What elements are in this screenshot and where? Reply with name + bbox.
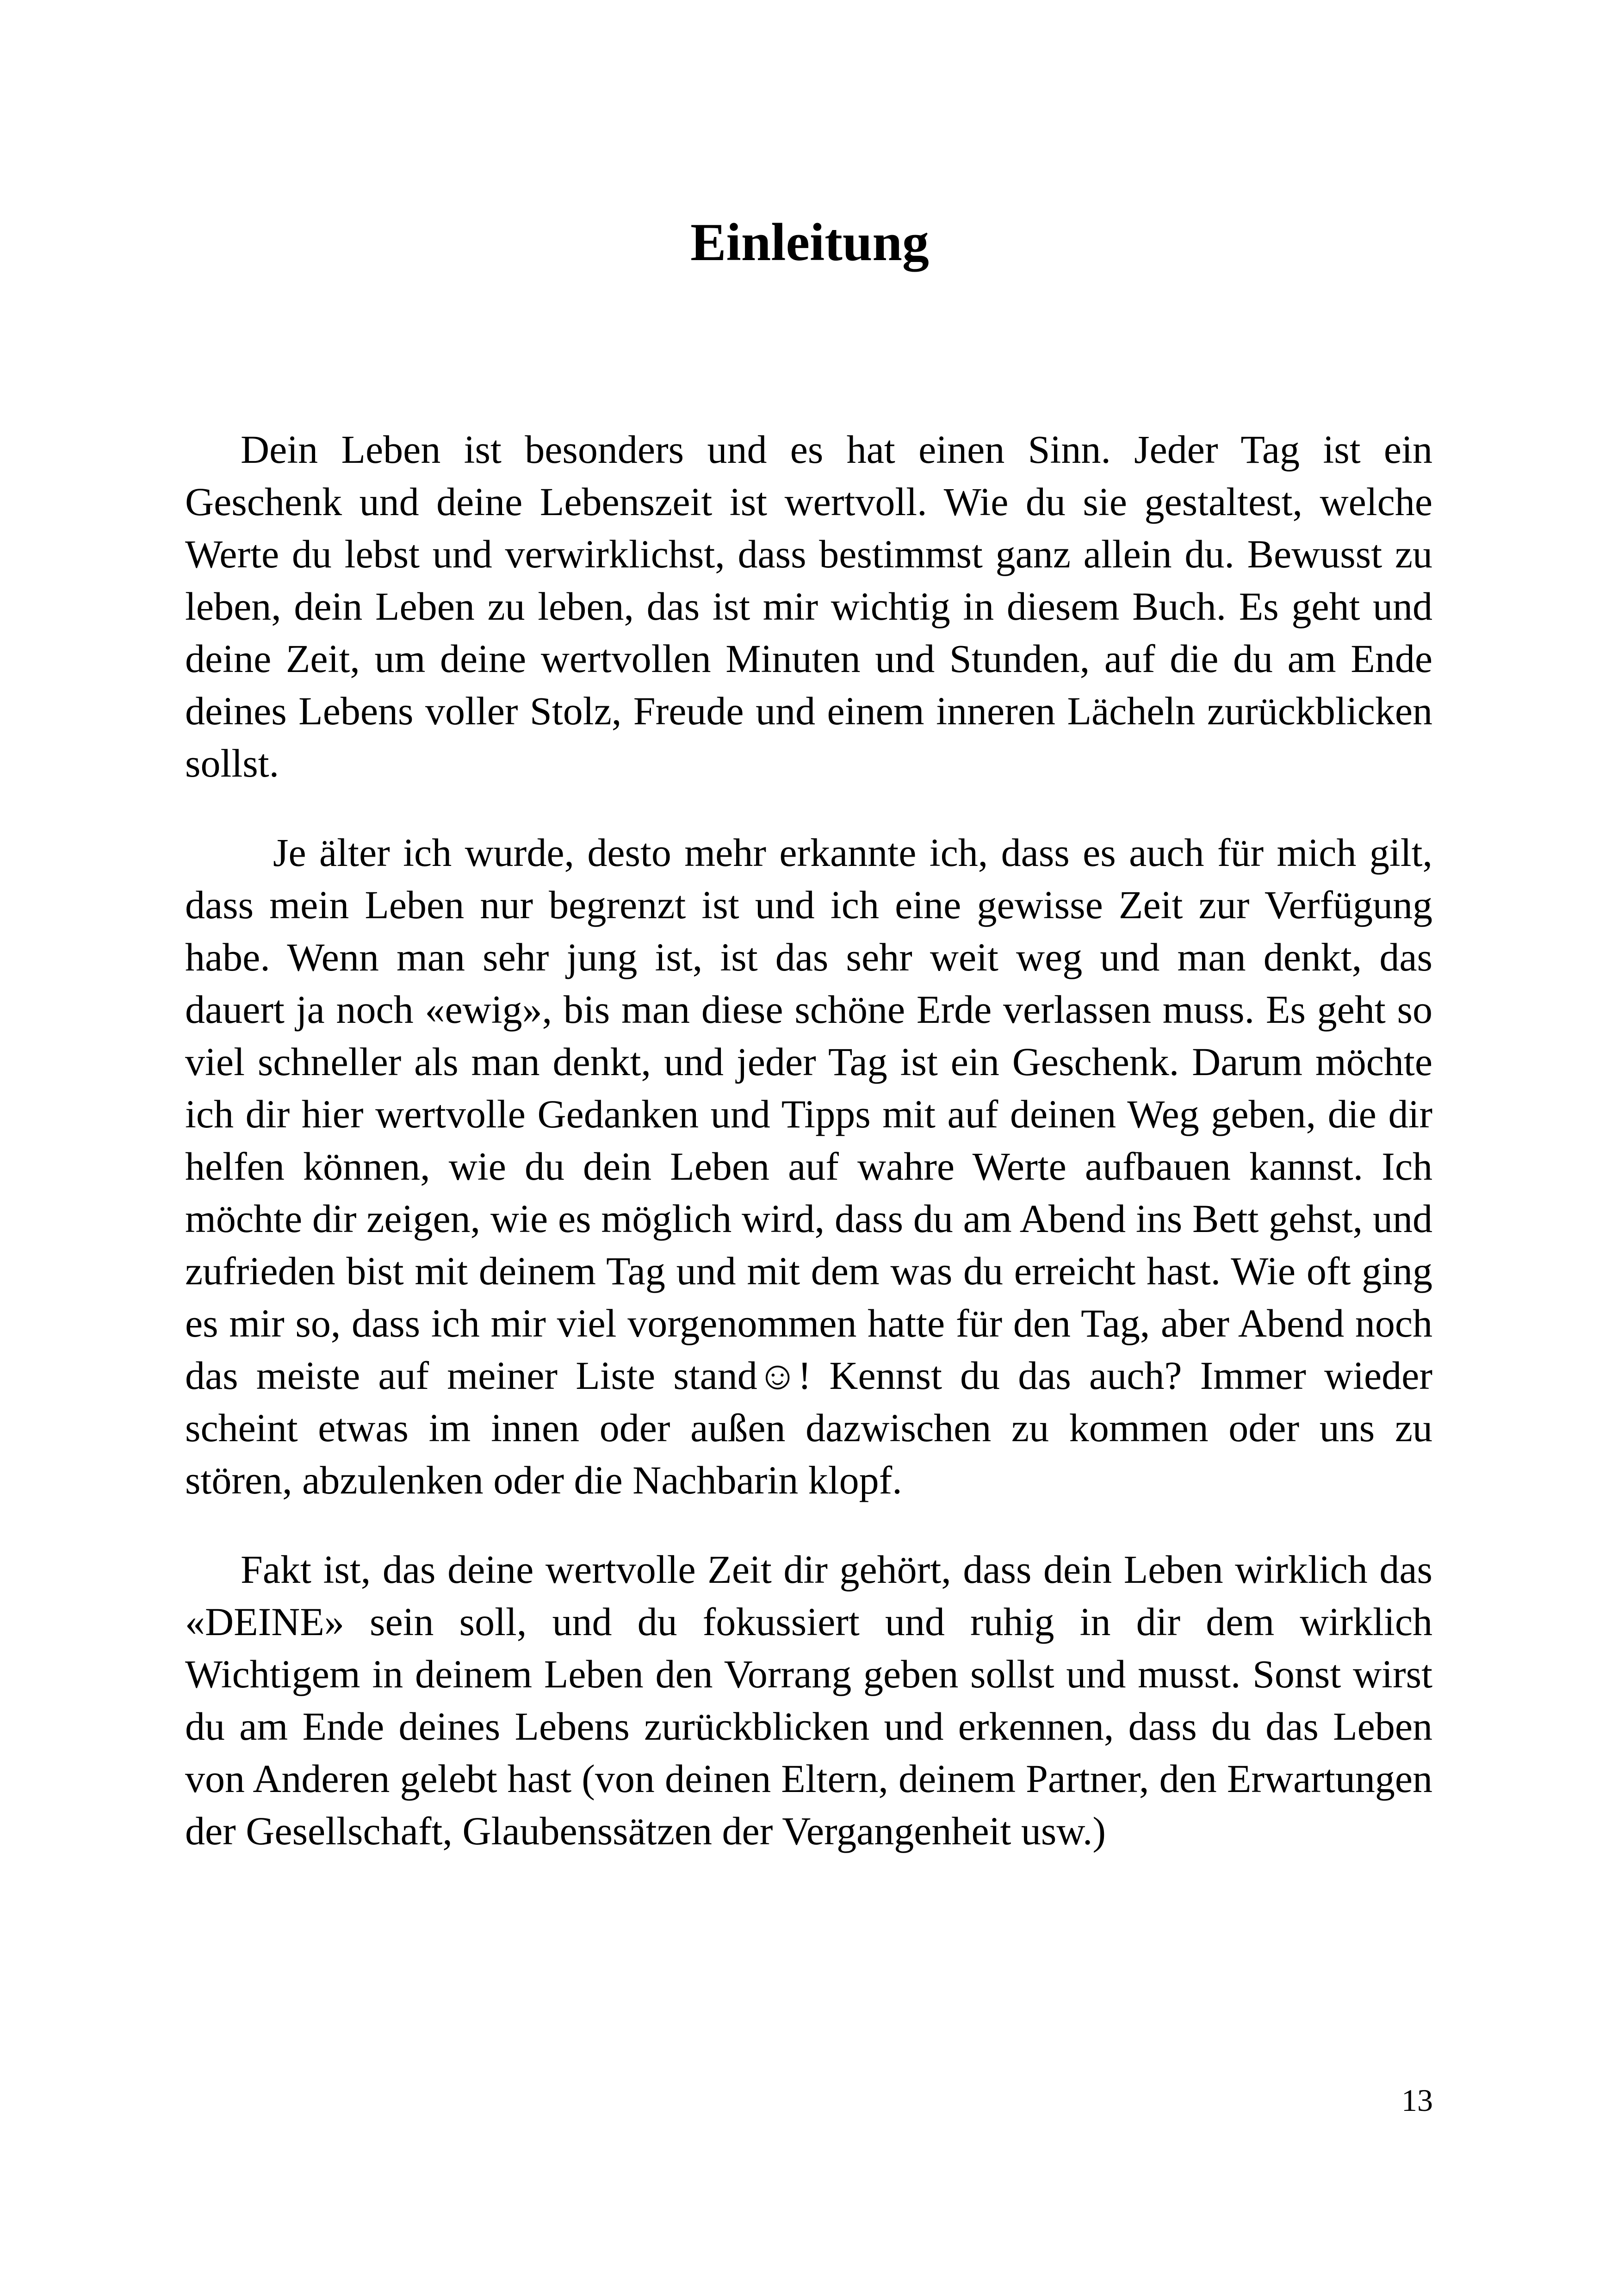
paragraph-3: Fakt ist, das deine wertvolle Zeit dir gehört, dass dein Leben wirklich das «DEINE» sein soll, und du fokussiert und ruhig in dir dem wirklich Wichtigem in deinem Leben den Vorrang geben sollst und musst. Sonst wirst du am Ende deines Lebens zurückblicken und erkennen, dass du das Leben von Anderen gelebt hast (von deinen Eltern, deinem Partner, den Erwartungen der Gesellschaft, Glaubenssätzen der Vergangenheit usw.) [185, 1547, 1432, 1853]
paragraph-2: Je älter ich wurde, desto mehr erkannte ich, dass es auch für mich gilt, dass mein Leben nur begrenzt ist und ich eine gewisse Zeit zur Verfügung habe. Wenn man sehr jung ist, ist das sehr weit weg und man denkt, das dauert ja noch «ewig», bis man diese schöne Erde verlassen muss. Es geht so viel schneller als man denkt, und jeder Tag ist ein Geschenk. Darum möchte ich dir hier wertvolle Gedanken und Tipps mit auf deinen Weg geben, die dir helfen können, wie du dein Leben auf wahre Werte aufbauen kannst. Ich möchte dir zeigen, wie es möglich wird, dass du am Abend ins Bett gehst, und zufrieden bist mit deinem Tag und mit dem was du erreicht hast. Wie oft ging es mir so, dass ich mir viel vorgenommen hatte für den Tag, aber Abend noch das meiste auf meiner Liste stand☺! Kennst du das auch? Immer wieder scheint etwas im innen oder außen dazwischen zu kommen oder uns zu stören, abzulenken oder die Nachbarin klopf. [185, 830, 1432, 1502]
page-number: 13 [1401, 2083, 1433, 2118]
chapter-title: Einleitung [690, 213, 929, 272]
body-text [185, 423, 1432, 1894]
paragraph-1: Dein Leben ist besonders und es hat einen Sinn. Jeder Tag ist ein Geschenk und deine Lebenszeit ist wertvoll. Wie du sie gestaltest, welche Werte du lebst und verwirklichst, dass bestimmst ganz allein du. Bewusst zu leben, dein Leben zu leben, das ist mir wichtig in diesem Buch. Es geht und deine Zeit, um deine wertvollen Minuten und Stunden, auf die du am Ende deines Lebens voller Stolz, Freude und einem inneren Lächeln zurückblicken sollst. [185, 427, 1432, 785]
